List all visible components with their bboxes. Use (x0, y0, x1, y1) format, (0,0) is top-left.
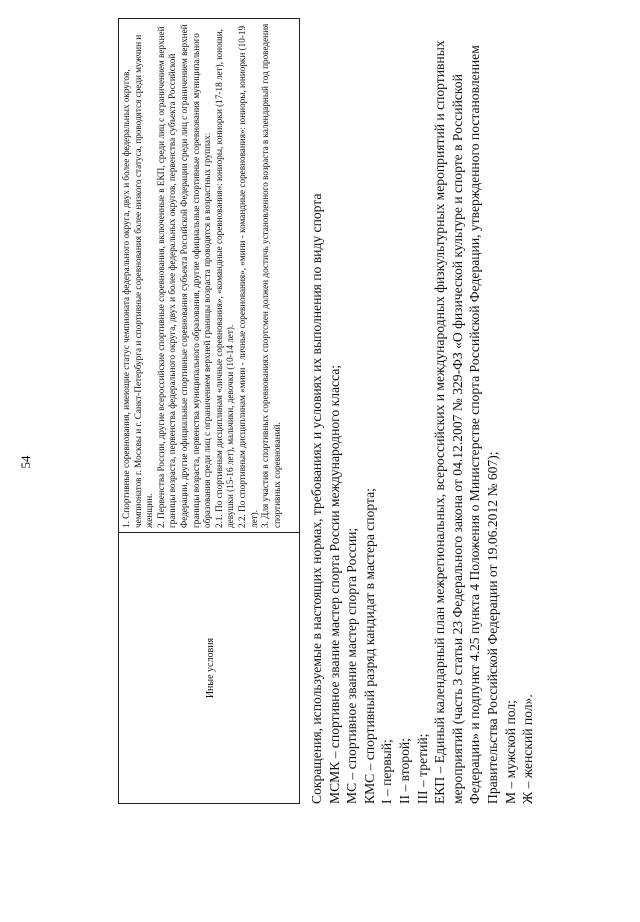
legend-item: I – первый; (379, 739, 395, 804)
condition-paragraph: 2.2. По спортивным дисциплинам «мини - личные соревнования», «мини - командные соревнования»: юниоры, юниорки (10-19 лет). (236, 25, 259, 528)
condition-paragraph: 2.1. По спортивным дисциплинам «личные соревнования», «командные соревнования»: юниоры, юниорки (17-18 лет), юноши, девушки (15-16 лет), мальчики, девочки (10-14 лет). (213, 29, 236, 528)
legend-item: М – мужской пол; (502, 700, 518, 804)
legend-heading: Сокращения, используемые в настоящих нормах, требованиях и условиях их выполнения по виду спорта (309, 193, 324, 804)
legend-item: МСМК – спортивное звание мастер спорта России международного класса; (326, 364, 342, 804)
legend-item: КМС – спортивный разряд кандидат в мастера спорта; (361, 488, 377, 804)
page-number: 54 (18, 455, 33, 469)
legend-item: Ж – женский пол». (520, 694, 536, 804)
condition-paragraph: 3. Для участия в спортивных соревнованиях спортсмен должен достичь установленного возраста в календарный год проведения спортивных соревнований. (260, 23, 282, 528)
legend-item: II – второй; (396, 738, 412, 804)
legend-item: МС – спортивное звание мастер спорта России; (344, 527, 360, 804)
table-label-cell (119, 532, 299, 803)
condition-paragraph: 2. Первенства России, другие всероссийские спортивные соревнования, включенные в ЕКП, среди лиц с ограничением верхней границы возраста, первенства федерального округа, двух и более федеральных округов, первенства субъекта Российской Федерации, другие официальные спортивные соревнования субъекта Российской Федерации среди лиц с ограничением верхней границы возраста, первенства муниципального образования, другие официальные спортивные соревнования муниципального образования среди лиц с ограничением верхней границы возраста проводятся в возрастных группах: (155, 24, 213, 528)
condition-paragraph: 1. Спортивные соревнования, имеющие статус чемпионата федерального округа, двух и более федеральных округов, чемпионатов г. Москвы и г. Санкт-Петербурга и спортивные соревнования более низкого статуса, проводятся среди мужчин и женщин. (121, 34, 155, 528)
table-label: Иные условия (205, 637, 216, 699)
legend-item: ЕКП – Единый календарный план межрегиональных, всероссийских и международных физкультурных мероприятий и спортивных мероприятий (часть 3 статьи 23 Федерального закона от 04.12.2007 № 329-ФЗ «О физической культуре и спорте в Российской Федерации» и подпункт 4.25 пункта 4 Положения о Министерстве спорта Российской Федерации, утвержденного постановлением Правительства Российской Федерации от 19.06.2012 № 607); (432, 40, 500, 804)
abbreviations-legend (308, 4, 537, 804)
legend-item: III – третий; (414, 733, 430, 804)
conditions-table (118, 18, 300, 804)
table-content-cell (119, 19, 299, 532)
